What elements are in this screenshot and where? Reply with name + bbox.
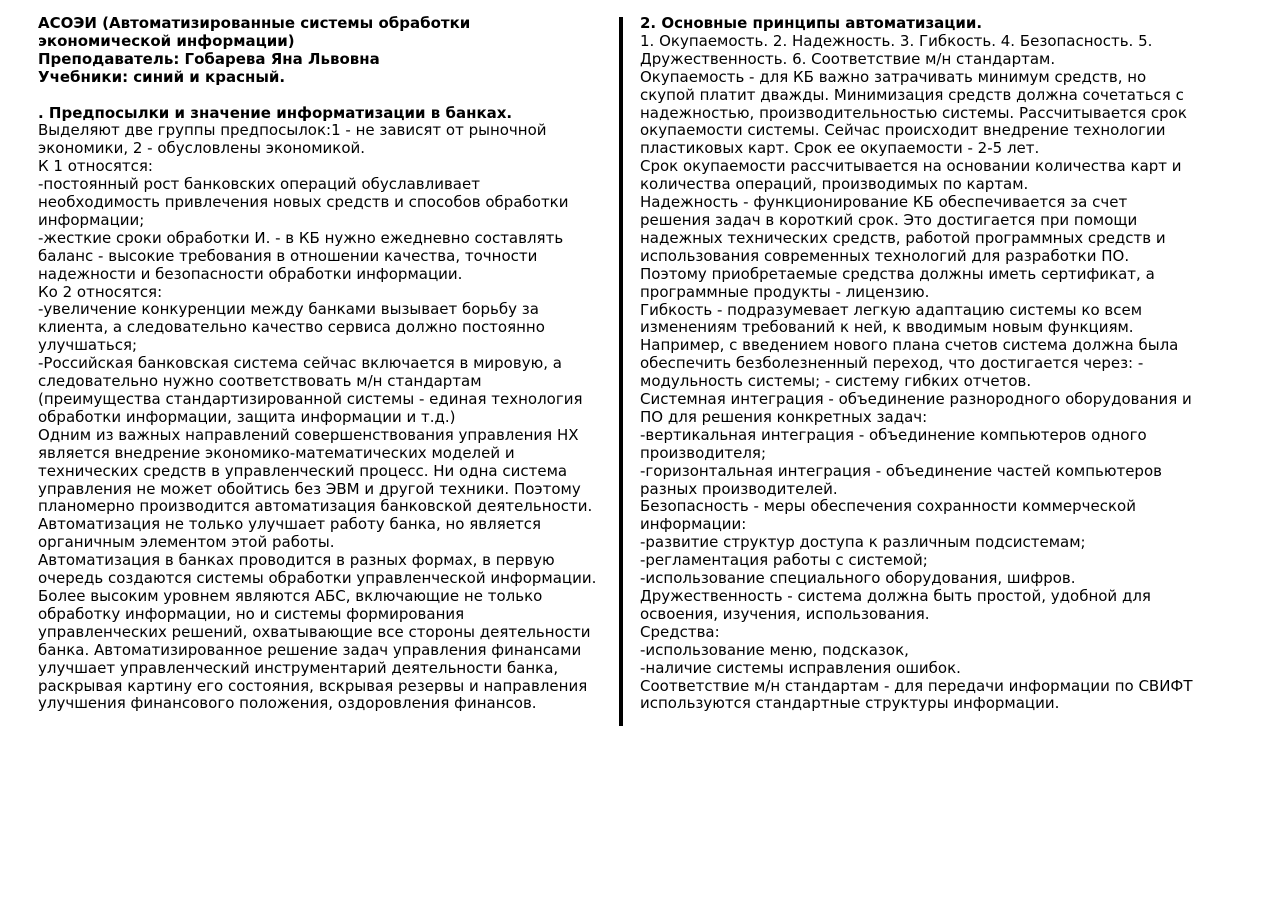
paragraph: -жесткие сроки обработки И. - в КБ нужно ежедневно составлять баланс - высокие требования в отношении качества, точности надежности и безопасности обработки информации. [38,228,564,283]
paragraph: Надежность - функционирование КБ обеспечивается за счет решения задач в короткий срок. Это достигается при помощи надежных технических средств, работой программных средств и использования современных технологий для разработки ПО. Поэтому приобретаемые средства должны иметь сертификат, а программные продукты - лицензию. [640,193,1166,301]
paragraph: Соответствие м/н стандартам - для передачи информации по СВИФТ используются стандартные структуры информации. [640,676,1193,713]
blank-line [38,87,610,105]
paragraph: -вертикальная интеграция - объединение компьютеров одного производителя; [640,425,1147,462]
column-divider [619,17,623,726]
paragraph: Окупаемость - для КБ важно затрачивать минимум средств, но скупой платит дважды. Минимизация средств должна сочетаться с надежностью, производительностью системы. Рассчитывается срок окупаемости системы. Сейчас происходит внедрение технологии пластиковых карт. Срок ее окупаемости - 2-5 лет. [640,67,1187,158]
course-title: АСОЭИ (Автоматизированные системы обработки экономической информации) [38,14,471,50]
paragraph: -развитие структур доступа к различным подсистемам; [640,533,1086,552]
paragraph: Срок окупаемости рассчитывается на основании количества карт и количества операций, производимых по картам. [640,157,1182,194]
right-column [640,15,1240,713]
paragraph: -использование меню, подсказок, [640,640,909,659]
textbooks-line: Учебники: синий и красный. [38,67,286,86]
section-1-title: . Предпосылки и значение информатизации в банках. [38,103,513,122]
paragraph: Системная интеграция - объединение разнородного оборудования и ПО для решения конкретных задач: [640,390,1192,426]
paragraph: -увеличение конкуренции между банками вызывает борьбу за клиента, а следовательно качество сервиса должно постоянно улучшаться; [38,300,545,355]
section-2-title: 2. Основные принципы автоматизации. [640,14,983,32]
paragraph: Безопасность - меры обеспечения сохранности коммерческой информации: [640,497,1136,534]
paragraph: -Российская банковская система сейчас включается в мировую, а следовательно нужно соответствовать м/н стандартам (преимущества стандартизированной системы - единая технология обработки информации, защита информации и т.д.) [38,354,583,426]
paragraph: Автоматизация в банках проводится в разных формах, в первую очередь создаются системы обработки управленческой информации. Более высоким уровнем являются АБС, включающие не только обработку информации, но и системы формирования управленческих решений, охватывающие все стороны деятельности банка. Автоматизированное решение задач управления финансами улучшает управленческий инструментарий деятельности банка, раскрывая картину его состояния, вскрывая резервы и направления улучшения финансового положения, оздоровления финансов. [38,551,597,713]
teacher-line: Преподаватель: Гобарева Яна Львовна [38,49,380,68]
paragraph: Средства: [640,622,720,641]
paragraph: Дружественность - система должна быть простой, удобной для освоения, изучения, использования. [640,587,1151,623]
paragraph: Ко 2 относятся: [38,282,163,301]
paragraph: -постоянный рост банковских операций обуславливает необходимость привлечения новых средств и способов обработки информации; [38,175,569,229]
paragraph: -наличие системы исправления ошибок. [640,658,961,677]
left-column [38,15,610,713]
paragraph: Выделяют две группы предпосылок:1 - не зависят от рыночной экономики, 2 - обусловлены экономикой. [38,121,547,158]
paragraph: Одним из важных направлений совершенствования управления НХ является внедрение экономико-математических моделей и технических средств в управленческий процесс. Ни одна система управления не может обойтись без ЭВМ и другой техники. Поэтому планомерно производится автоматизация банковской деятельности. Автоматизация не только улучшает работу банка, но является органичным элементом этой работы. [38,425,593,552]
paragraph: 1. Окупаемость. 2. Надежность. 3. Гибкость. 4. Безопасность. 5. Дружественность. 6. Соответствие м/н стандартам. [640,31,1153,68]
paragraph: Гибкость - подразумевает легкую адаптацию системы ко всем изменениям требований к ней, к вводимым новым функциям. Например, с введением нового плана счетов система должна была обеспечить безболезненный переход, что достигается через: - модульность системы; - систему гибких отчетов. [640,300,1179,391]
paragraph: -горизонтальная интеграция - объединение частей компьютеров разных производителей. [640,461,1162,498]
paragraph: К 1 относятся: [38,157,153,176]
paragraph: -использование специального оборудования, шифров. [640,569,1076,588]
paragraph: -регламентация работы с системой; [640,551,928,570]
